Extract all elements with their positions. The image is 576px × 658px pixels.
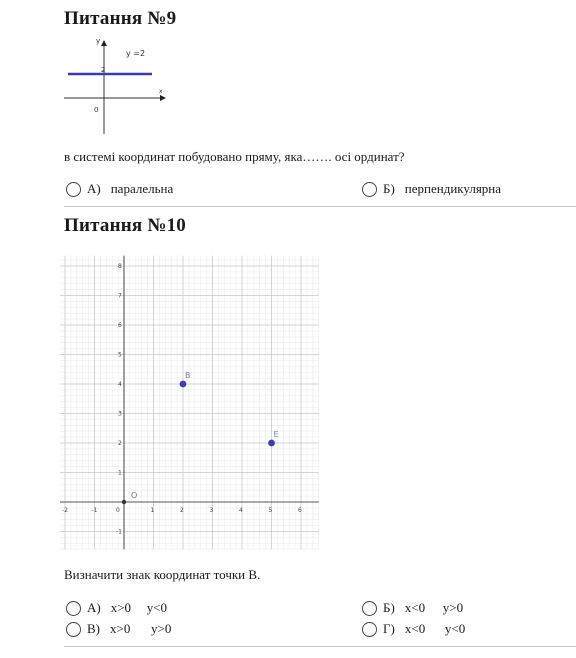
q9-option-a[interactable] (66, 181, 173, 197)
option-x-sign: x<0 (404, 621, 426, 636)
q10-option-a[interactable] (66, 600, 167, 616)
radio-icon[interactable] (362, 601, 377, 616)
x-tick-label: -1 (91, 507, 98, 514)
point-label-b: B (185, 371, 191, 380)
x-tick-label: 6 (298, 507, 302, 514)
x-tick-label: 4 (239, 507, 243, 514)
question-9-text: в системі координат побудовано пряму, яка……. осі ординат? (64, 149, 405, 164)
q10-coordinate-grid (60, 252, 322, 552)
point-e (268, 440, 275, 447)
y-tick-label: 1 (118, 469, 122, 477)
q10-option-d[interactable] (362, 621, 465, 637)
q10-option-b[interactable] (362, 600, 463, 616)
option-x-sign: x>0 (110, 621, 131, 636)
option-letter: А) (87, 600, 101, 615)
y-tick-label: 8 (118, 263, 122, 270)
option-letter: Б) (383, 600, 395, 615)
x-tick-label: 3 (209, 507, 214, 514)
radio-icon[interactable] (66, 601, 81, 616)
q10-option-c[interactable] (66, 621, 171, 637)
point-label-e: E (273, 430, 279, 439)
option-y-sign: y>0 (151, 621, 172, 636)
x-axis-label: x (159, 88, 163, 95)
y-tick-label: 5 (118, 351, 122, 359)
question-9-title: Питання №9 (64, 8, 177, 29)
option-x-sign: x>0 (110, 600, 132, 615)
option-letter: А) (87, 181, 101, 196)
option-text: паралельна (110, 181, 174, 196)
divider (64, 646, 576, 647)
y-tick-label: 2 (118, 440, 122, 447)
option-letter: Б) (383, 181, 395, 196)
radio-icon[interactable] (66, 182, 81, 197)
y-axis-label: y (96, 37, 101, 45)
x-tick-label: 5 (268, 507, 273, 514)
origin-label: 0 (94, 106, 99, 114)
option-y-sign: y<0 (146, 600, 168, 615)
x-tick-label: 2 (180, 507, 184, 514)
option-letter: В) (87, 621, 100, 636)
question-10-title: Питання №10 (64, 215, 187, 236)
x-tick-label: 1 (150, 507, 155, 514)
line-label: y =2 (126, 49, 146, 58)
q9-option-b[interactable] (362, 181, 501, 197)
q9-graph (60, 34, 170, 136)
option-y-sign: y<0 (444, 621, 466, 636)
y-tick-label: -1 (116, 528, 122, 536)
x-tick-label: 0 (116, 507, 120, 514)
option-letter: Г) (383, 621, 395, 636)
y-tick-label: 6 (118, 322, 122, 329)
radio-icon[interactable] (362, 622, 377, 637)
tick-2-label: 2 (101, 66, 106, 74)
radio-icon[interactable] (362, 182, 377, 197)
point-o (122, 500, 126, 504)
point-b (180, 381, 187, 388)
y-tick-label: 3 (118, 410, 122, 418)
point-label-o: O (131, 491, 138, 500)
divider (64, 206, 576, 207)
option-y-sign: y>0 (442, 600, 464, 615)
y-tick-label: 7 (118, 292, 122, 300)
question-10-text: Визначити знак координат точки В. (64, 567, 261, 582)
option-text: перпендикулярна (404, 181, 502, 196)
option-x-sign: x<0 (404, 600, 426, 615)
x-tick-label: -2 (62, 507, 68, 514)
radio-icon[interactable] (66, 622, 81, 637)
y-tick-label: 4 (118, 381, 122, 388)
